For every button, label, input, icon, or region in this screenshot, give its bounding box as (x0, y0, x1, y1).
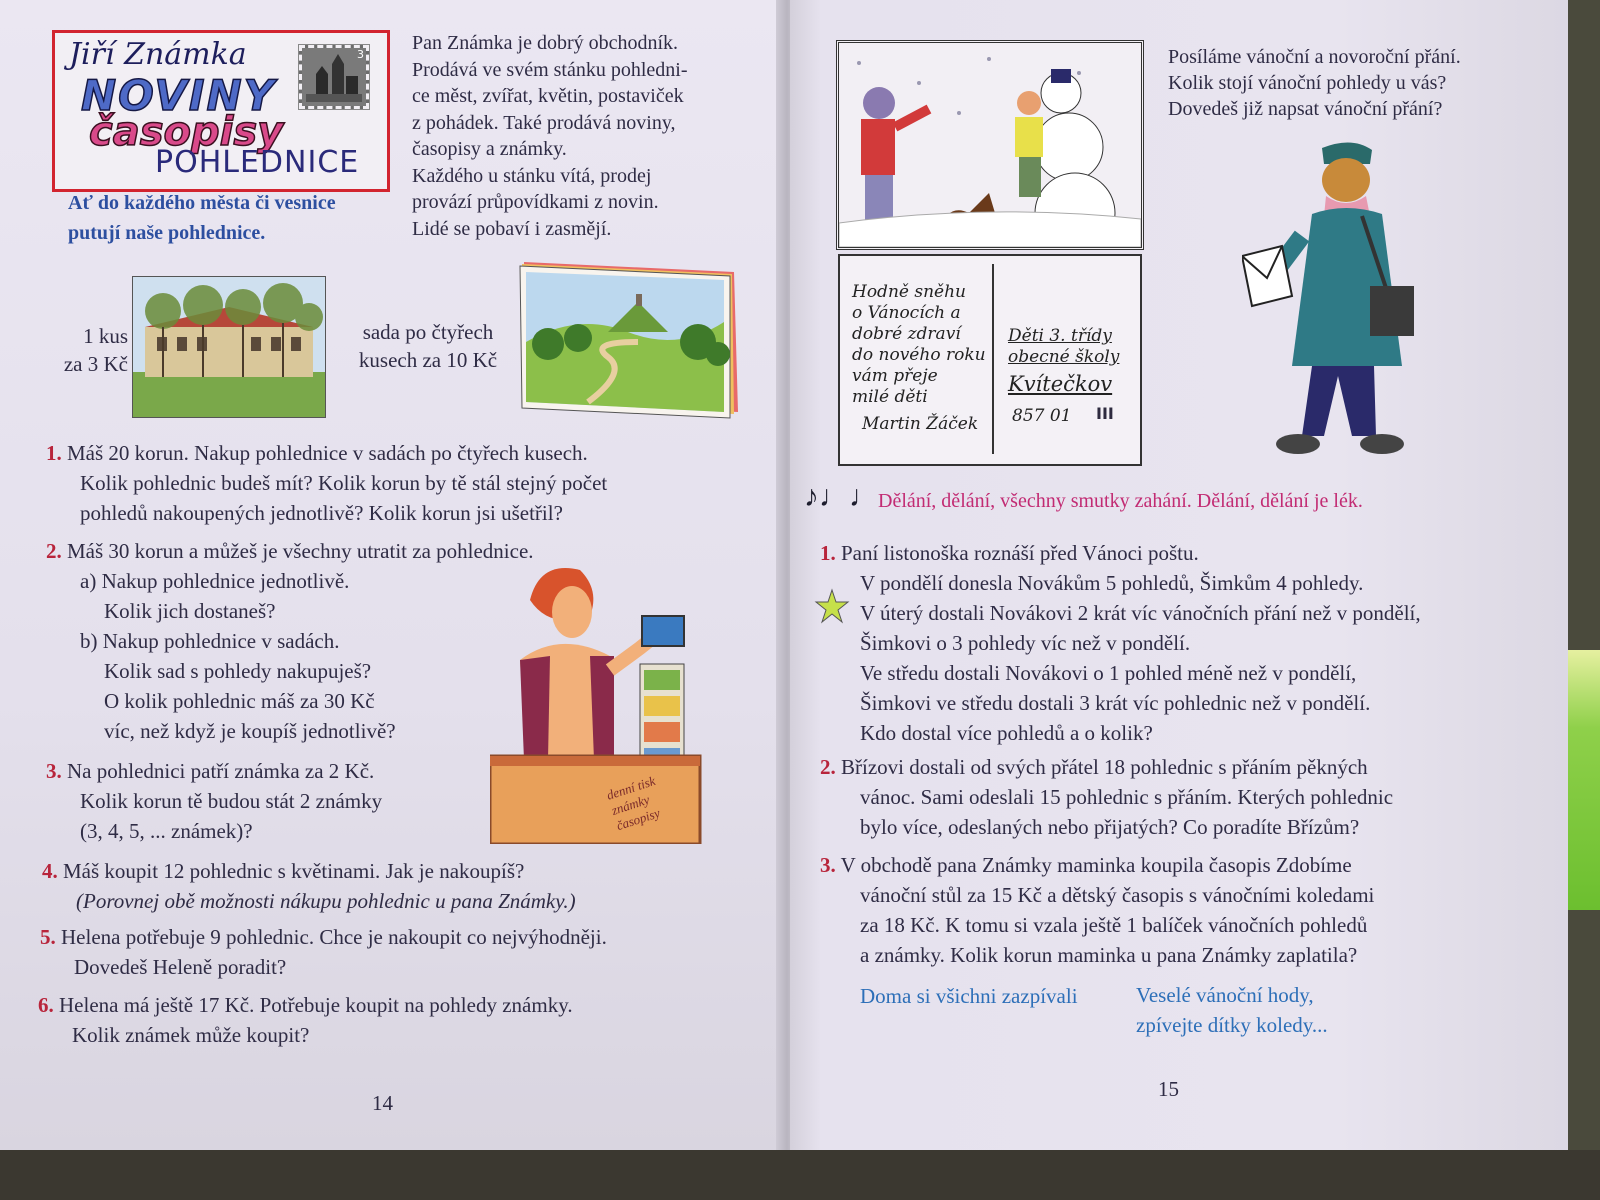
left-task-5: 5. Helena potřebuje 9 pohlednic. Chce je nakoupit co nejvýhodněji. Dovedeš Heleně poradit? (40, 925, 607, 979)
postcard-code: III (1096, 404, 1114, 423)
intro-text: Pan Známka je dobrý obchodník. Prodává ve svém stánku pohledni- ce měst, zvířat, květin, postaviček z pohádek. Také prodává noviny, časopisy a známky. Každého u stánku vítá, prodej provází průpovídkami z novin. Lidé se pobaví i zasmějí. (412, 32, 688, 240)
left-task-6: 6. Helena má ještě 17 Kč. Potřebuje koupit na pohledy známky. Kolik známek může koupit? (38, 993, 573, 1047)
left-task-1: 1. Máš 20 korun. Nakup pohlednice v sadách po čtyřech kusech. Kolik pohlednic budeš mít? Kolik korun by tě stál stejný počet pohledů nakoupených jednotlivě? Kolik korun jsi ušetřil? (46, 441, 608, 525)
right-task-1: 1. Paní listonoška roznáší před Vánoci poštu. V pondělí donesla Novákům 5 pohledů, Šimkům 4 pohledy. V úterý dostali Novákovi 2 krát víc vánočních přání než v pondělí, Šimkovi o 3 pohledy víc než v pondělí. Ve středu dostali Novákovi o 1 pohled méně než v pondělí, Šimkovi ve středu dostali 3 krát víc pohlednic než v pondělí. Kdo dostal více pohledů a o kolik? (820, 541, 1421, 745)
postman-illustration (1242, 136, 1442, 470)
logo-noviny: NOVINY (81, 71, 277, 120)
vendor-illustration (490, 560, 710, 844)
song-line: Dělání, dělání, všechny smutky zahání. Dělání, dělání je lék. (878, 490, 1363, 512)
right-intro: Posíláme vánoční a novoroční přání. Kolik stojí vánoční pohledy u vás? Dovedeš již napsat vánoční přání? (1168, 46, 1461, 120)
closing-text: Doma si všichni zazpívali (860, 984, 1078, 1008)
town-postcard-image (132, 276, 326, 418)
postcard-address: Děti 3. třídy obecné školy Kvítečkov (1008, 326, 1120, 396)
logo-name: Jiří Známka (69, 37, 247, 72)
page-number-left: 14 (372, 1091, 393, 1115)
stand-sign: denní tisk známky časopisy (604, 772, 662, 834)
stamp-icon: 3 (299, 45, 369, 109)
table-surface (0, 1150, 1600, 1200)
right-task-2: 2. Břízovi dostali od svých přátel 18 pohlednic s přáním pěkných vánoc. Sami odeslali 15 pohlednic s přáním. Kterých pohlednic bylo více, odeslaných nebo přijatých? Co poradíte Břízům? (820, 755, 1394, 839)
left-task-3: 3. Na pohlednici patří známka za 2 Kč. Kolik korun tě budou stát 2 známky (3, 4, 5, ... známek)? (46, 759, 383, 843)
page-number-right: 15 (1158, 1077, 1179, 1101)
slogan: Ať do každého města či vesnice putují naše pohlednice. (68, 192, 336, 244)
logo-pohlednice: POHLEDNICE (155, 145, 360, 180)
postcard-message: Hodně sněhu o Vánocích a dobré zdraví do nového roku vám přeje milé děti Martin Žáček (852, 282, 986, 434)
right-task-3: 3. V obchodě pana Známky maminka koupila časopis Zdobíme vánoční stůl za 15 Kč a dětský časopis s vánočními koledami za 18 Kč. K tomu si vzala ještě 1 balíček vánočních pohledů a známky. Kolik korun maminka u pana Známky zaplatila? (820, 853, 1375, 967)
shop-logo (52, 30, 390, 192)
logo-casopisy: časopisy (89, 109, 284, 155)
music-notes-icon: ♪♩♩ (804, 480, 879, 513)
price-set-label: sada po čtyřech kusech za 10 Kč (358, 320, 498, 372)
closing-song: Veselé vánoční hody, zpívejte dítky koledy... (1136, 983, 1328, 1037)
table-edge (1568, 0, 1600, 1150)
page-left (0, 0, 790, 1150)
landscape-postcard-set-image (518, 262, 738, 424)
postcard-divider (992, 264, 994, 454)
price-single-label: 1 kus za 3 Kč (63, 324, 128, 376)
star-icon (814, 588, 850, 624)
page-right (790, 0, 1568, 1150)
winter-scene-illustration (836, 40, 1144, 250)
postcard-zip: 857 01 (1012, 406, 1072, 426)
christmas-postcard (838, 254, 1142, 466)
left-task-2: 2. Máš 30 korun a můžeš je všechny utratit za pohlednice. a) Nakup pohlednice jednotlivě. Kolik jich dostaneš? b) Nakup pohlednice v sadách. Kolik sad s pohledy nakupuješ? O kolik pohlednic máš za 30 Kč víc, než když je koupíš jednotlivě? (46, 539, 534, 743)
left-task-4: 4. Máš koupit 12 pohlednic s květinami. Jak je nakoupíš? (Porovnej obě možnosti nákupu pohlednic u pana Známky.) (42, 859, 576, 913)
